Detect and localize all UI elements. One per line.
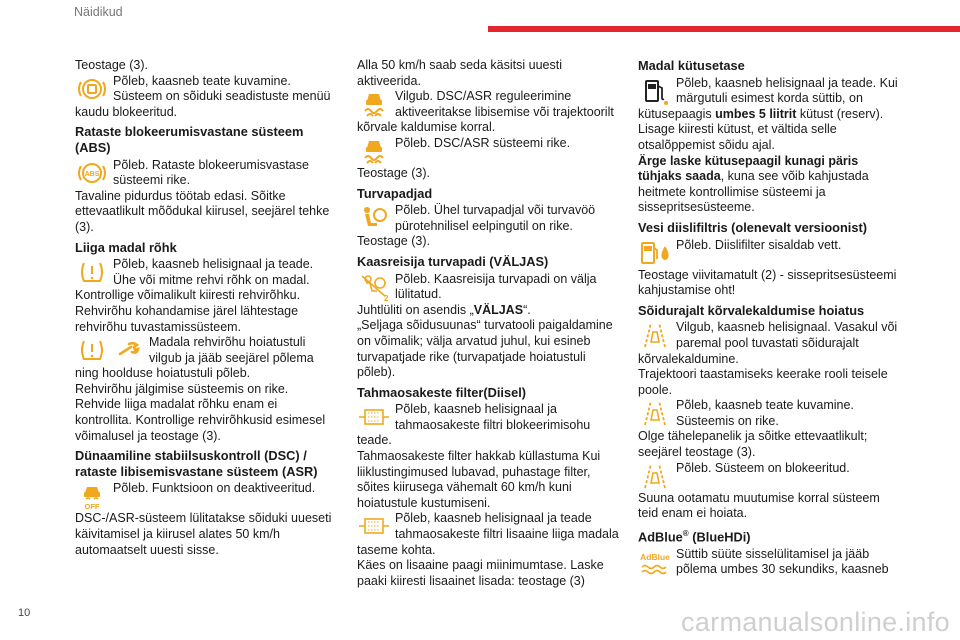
dsc-icon xyxy=(357,89,391,119)
particle-filter-text: Põleb, kaasneb helisignaal ja tahmaosakeste filtri blokeerimisohu teade. xyxy=(357,402,591,448)
lane-departure-text: Vilgub, kaasneb helisignaal. Vasakul või paremal pool tuvastati sõidurajalt kõrvalekaldumine. xyxy=(638,320,898,366)
dsc-off-block xyxy=(75,481,337,512)
adblue-block xyxy=(638,547,900,578)
column-2 xyxy=(357,58,619,589)
dsc-off-icon-label: OFF xyxy=(84,502,100,512)
passenger-airbag-switch-text xyxy=(357,303,619,319)
particle-filter-heading: Tahmaosakeste filter(Diisel) xyxy=(357,384,527,400)
low-fuel-text-post: kütust (reserv). xyxy=(796,106,884,121)
lane-departure-blocked-after-text: Suuna ootamatu muutumise korral süsteem teid enam ei hoiata. xyxy=(638,490,880,521)
lane-departure-fault-after-text: Olge tähelepanelik ja sõitke ettevaatlikult; seejärel teostage (3). xyxy=(638,429,868,460)
airbag-icon xyxy=(357,203,391,233)
dsc-blink-text: Vilgub. DSC/ASR reguleerimine aktiveeritakse libisemise või trajektoorilt kõrvale kaldumise korral. xyxy=(357,89,614,135)
dsc-off-text: Põleb. Funktsioon on deaktiveeritud. xyxy=(113,481,316,496)
svg-text:2: 2 xyxy=(384,293,389,302)
lane-departure-fault-text: Põleb, kaasneb teate kuvamine. Süsteemis on rike. xyxy=(676,398,854,428)
airbags-block xyxy=(357,203,619,234)
low-fuel-warning-post: , kuna see võib kahjustada heitmete kontrollimise süsteemi ja sissepritsesüsteeme. xyxy=(638,169,869,215)
column-1 xyxy=(75,58,337,558)
passenger-airbag-switch-bold: VÄLJAS xyxy=(473,302,524,317)
lane-departure-after-text: Trajektoori taastamiseks keerake rooli teisele poole. xyxy=(638,367,888,397)
tyre-pressure-text: Põleb, kaasneb helisignaal ja teade. Ühe või mitme rehvi rõhk on madal. xyxy=(113,257,314,287)
adblue-heading xyxy=(638,526,900,545)
low-fuel-text-pre: Põleb, kaasneb helisignaal ja teade. Kui märgutuli esimest korda süttib, on kütusepaagis xyxy=(638,75,898,121)
lane-departure-block xyxy=(638,320,900,367)
intro-text: Teostage (3). xyxy=(75,58,148,72)
tyre-pressure-fault-text: Madala rehvirõhu hoiatustuli vilgub ja jääb seejärel põlema ning hoolduse hoiatustuli põleb. xyxy=(75,335,314,381)
adblue-heading-pre: AdBlue xyxy=(638,529,683,545)
adblue-icon-label: AdBlue xyxy=(640,551,670,562)
passenger-airbag-block xyxy=(357,272,619,303)
service-warning-text: Põleb, kaasneb teate kuvamine. Süsteem on sõiduki seadistuste menüü kaudu blokeeritud. xyxy=(75,73,331,119)
particle-filter-block xyxy=(357,402,619,449)
airbags-after-text: Teostage (3). xyxy=(357,234,430,249)
page-header-title: Näidikud xyxy=(74,5,123,19)
abs-heading: Rataste blokeerumisvastane süsteem (ABS) xyxy=(75,124,304,155)
lane-departure-icon xyxy=(638,320,672,350)
low-fuel-after-text: Lisage kiiresti kütust, et vältida selle otsalõppemist sõidu ajal. xyxy=(638,122,837,152)
page-number: 10 xyxy=(18,607,31,619)
wrench-service-icon xyxy=(75,74,109,104)
low-fuel-warning-text xyxy=(638,154,900,216)
airbags-text: Põleb. Ühel turvapadjal või turvavöö pürotehnilisel eelpingutil on rike. xyxy=(395,203,596,233)
adblue-heading-sup: ® xyxy=(682,528,689,538)
watermark: carmanualsonline.info xyxy=(681,607,950,637)
service-warning-block xyxy=(75,74,337,121)
dsc-fault-block xyxy=(357,136,619,152)
dsc-off-icon xyxy=(75,481,109,511)
low-fuel-heading: Madal kütusetase xyxy=(638,58,745,73)
water-in-fuel-heading: Vesi diislifiltris (olenevalt versioonist) xyxy=(638,219,867,235)
dsc-off-after-text: DSC-/ASR-süsteem lülitatakse sõiduki uueseti käivitamisel ja kiirusel alates 50 km/h automaatselt uuesti sisse. xyxy=(75,511,332,557)
tyre-pressure-and-service-icon xyxy=(75,335,145,365)
water-in-fuel-text: Põleb. Diislifilter sisaldab vett. xyxy=(676,237,842,252)
lane-departure-icon xyxy=(638,461,672,491)
tyre-pressure-block xyxy=(75,257,337,288)
abs-text: Põleb. Rataste blokeerumisvastase süsteemi rike. xyxy=(113,157,309,188)
lane-departure-blocked-text: Põleb. Süsteem on blokeeritud. xyxy=(676,460,850,475)
lane-departure-blocked-block xyxy=(638,461,900,477)
particle-filter-after-text: Tahmaosakeste filter hakkab küllastuma Kui liiklustingimused lubavad, puhastage filter, sõites kiirusega vähemalt 60 km/h kuni hoiatustule kustumiseni. xyxy=(357,449,601,510)
passenger-airbag-heading: Kaasreisija turvapadi (VÄLJAS) xyxy=(357,253,549,269)
low-fuel-text xyxy=(638,76,898,121)
dsc-fault-after-text: Teostage (3). xyxy=(357,165,430,180)
passenger-airbag-text: Põleb. Kaasreisija turvapadi on välja lülitatud. xyxy=(395,271,597,302)
dsc-icon xyxy=(357,136,391,166)
tyre-pressure-heading: Liiga madal rõhk xyxy=(75,239,177,255)
adblue-icon xyxy=(638,547,672,577)
lane-departure-fault-block xyxy=(638,398,900,429)
tyre-pressure-fault-block xyxy=(75,335,337,382)
water-in-fuel-after-text: Teostage viivitamatult (2) - sissepritsesüsteemi kahjustamise oht! xyxy=(638,267,897,298)
passenger-airbag-after-text: „Seljaga sõidusuunas“ turvatooli paigaldamine on võimalik; välja arvatud juhul, kui esineb turvapatjade rike (turvapatjade hoiatustuli põleb). xyxy=(357,318,613,380)
particle-filter-additive-text: Põleb, kaasneb helisignaal ja teade tahmaosakeste filtri lisaaine liiga madala taseme kohta. xyxy=(357,511,619,557)
airbags-heading: Turvapadjad xyxy=(357,185,433,201)
adblue-text: Süttib süüte sisselülitamisel ja jääb põlema umbes 30 sekundiks, kaasneb xyxy=(676,546,889,577)
low-fuel-warning-bold: Ärge laske kütusepaagil kunagi päris tühjaks saada xyxy=(638,153,859,184)
abs-after-text: Tavaline pidurdus töötab edasi. Sõitke ettevaatlikult mõõdukal kiirusel, seejärel tehke (3). xyxy=(75,188,330,234)
particle-filter-icon xyxy=(357,402,391,432)
column-3 xyxy=(638,58,900,578)
low-fuel-block xyxy=(638,76,900,123)
adblue-heading-post: (BlueHDi) xyxy=(688,529,751,545)
passenger-airbag-off-icon xyxy=(357,272,391,302)
tyre-pressure-icon xyxy=(75,257,109,287)
particle-filter-icon xyxy=(357,511,391,541)
header-accent-bar xyxy=(488,26,960,32)
particle-filter-additive-block xyxy=(357,511,619,558)
abs-icon xyxy=(75,158,109,188)
passenger-airbag-switch-pre: Juhtlüliti on asendis „ xyxy=(357,302,474,317)
dsc-blink-block xyxy=(357,89,619,136)
fuel-pump-icon xyxy=(638,76,672,106)
abs-block xyxy=(75,158,337,189)
water-in-fuel-block xyxy=(638,238,900,254)
tyre-pressure-after-text: Kontrollige võimalikult kiiresti rehvirõhku. Rehvirõhu kohandamise järel lähtestage rehvirõhu tuvastamissüsteem. xyxy=(75,288,301,334)
dsc-fault-text: Põleb. DSC/ASR süsteemi rike. xyxy=(395,135,571,150)
particle-filter-additive-after-text: Käes on lisaaine paagi miinimumtase. Laske paaki kiiresti lisaainet lisada: teostage (3) xyxy=(357,558,604,588)
lane-departure-icon xyxy=(638,398,672,428)
dsc-heading: Dünaamiline stabiilsuskontroll (DSC) / rataste libisemisvastane süsteem (ASR) xyxy=(75,448,318,479)
lane-departure-heading: Sõidurajalt kõrvalekaldumise hoiatus xyxy=(638,302,865,318)
low-fuel-text-bold: umbes 5 liitrit xyxy=(715,106,797,121)
dsc-intro-text: Alla 50 km/h saab seda käsitsi uuesti aktiveerida. xyxy=(357,58,562,88)
svg-text:ABS: ABS xyxy=(84,170,100,178)
passenger-airbag-switch-post: “. xyxy=(523,302,531,317)
water-in-fuel-icon xyxy=(638,238,672,268)
tyre-pressure-fault-after-text: Rehvirõhu jälgimise süsteemis on rike. Rehvide liiga madalat rõhku enam ei kontrollita. Kontrollige rehvirõhkusid esimesel võimalusel ja teostage (3). xyxy=(75,381,326,443)
